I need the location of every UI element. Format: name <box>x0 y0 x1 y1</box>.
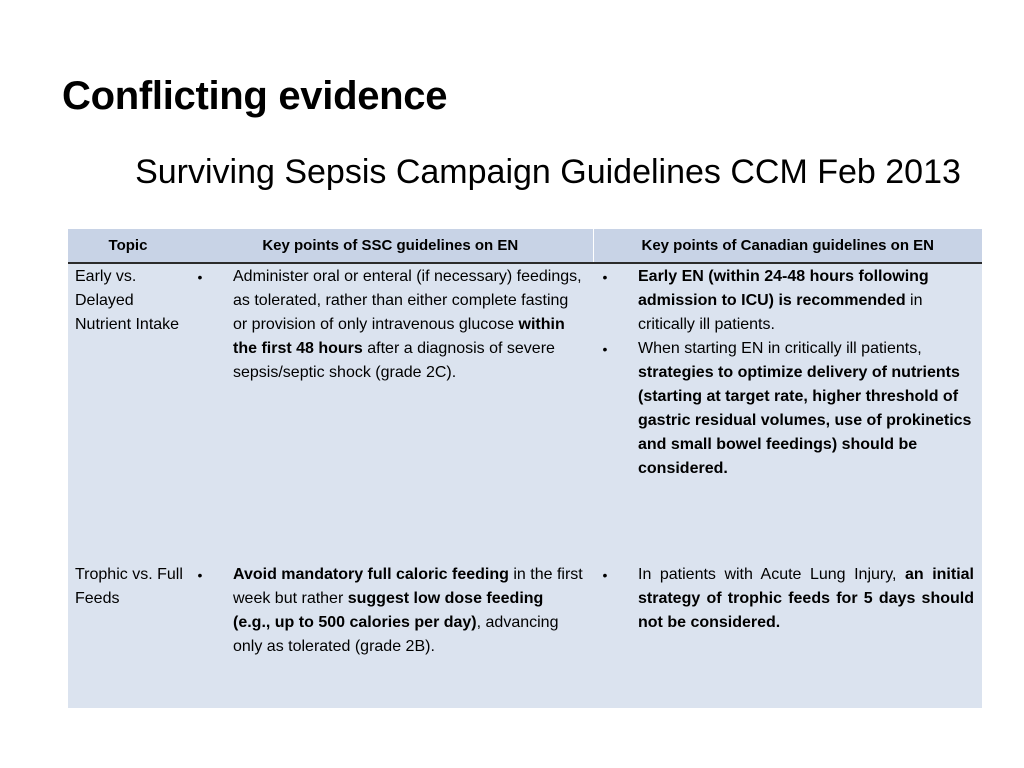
canadian-cell <box>593 562 982 710</box>
topic-cell: Early vs. Delayed Nutrient Intake <box>75 268 180 333</box>
plain-text: Administer oral or enteral (if necessary) feedings, as tolerated, rather than either complete fasting or provision of only intravenous glucose <box>233 268 582 333</box>
canadian-cell <box>593 263 982 562</box>
topic-cell: Trophic vs. Full Feeds <box>75 566 183 607</box>
list-item <box>593 563 974 635</box>
list-item <box>188 563 585 659</box>
bold-text: within the first 48 hours <box>233 316 565 357</box>
header-ssc: Key points of SSC guidelines on EN <box>188 229 593 263</box>
bold-text: an initial strategy of trophic feeds for 5 days should not be considered. <box>638 566 974 631</box>
list-item <box>188 265 585 385</box>
plain-text: in the first week but rather <box>233 566 583 607</box>
list-item <box>593 265 974 337</box>
bold-text: suggest low dose feeding (e.g., up to 500 calories per day) <box>233 590 544 631</box>
slide-title: Conflicting evidence <box>62 74 448 118</box>
bullet-icon: • <box>197 567 203 583</box>
slide-subtitle: Surviving Sepsis Campaign Guidelines CCM Feb 2013 <box>135 153 961 191</box>
bullet-icon: • <box>602 341 608 357</box>
comparison-table <box>68 229 982 708</box>
header-canadian: Key points of Canadian guidelines on EN <box>593 229 982 263</box>
plain-text: When starting EN in critically ill patients, <box>638 340 922 357</box>
plain-text: after a diagnosis of severe sepsis/septic shock (grade 2C). <box>233 340 555 381</box>
plain-text: , advancing only as tolerated (grade 2B). <box>233 614 559 655</box>
table-row <box>68 562 982 710</box>
plain-text: in critically ill patients. <box>638 292 923 333</box>
bullet-icon: • <box>197 269 203 285</box>
bold-text: Avoid mandatory full caloric feeding <box>233 566 509 583</box>
ssc-cell <box>188 562 593 710</box>
bullet-icon: • <box>602 269 608 285</box>
bullet-icon: • <box>602 567 608 583</box>
ssc-cell <box>188 263 593 562</box>
table-row <box>68 263 982 562</box>
bold-text: strategies to optimize delivery of nutrients (starting at target rate, higher threshold of gastric residual volumes, use of prokinetics and small bowel feedings) should be considered. <box>638 364 972 477</box>
list-item <box>593 337 974 481</box>
plain-text: In patients with Acute Lung Injury, <box>638 566 906 583</box>
bold-text: Early EN (within 24-48 hours following admission to ICU) is recommended <box>638 268 929 309</box>
header-topic: Topic <box>68 229 188 263</box>
table-header-row <box>68 229 982 263</box>
